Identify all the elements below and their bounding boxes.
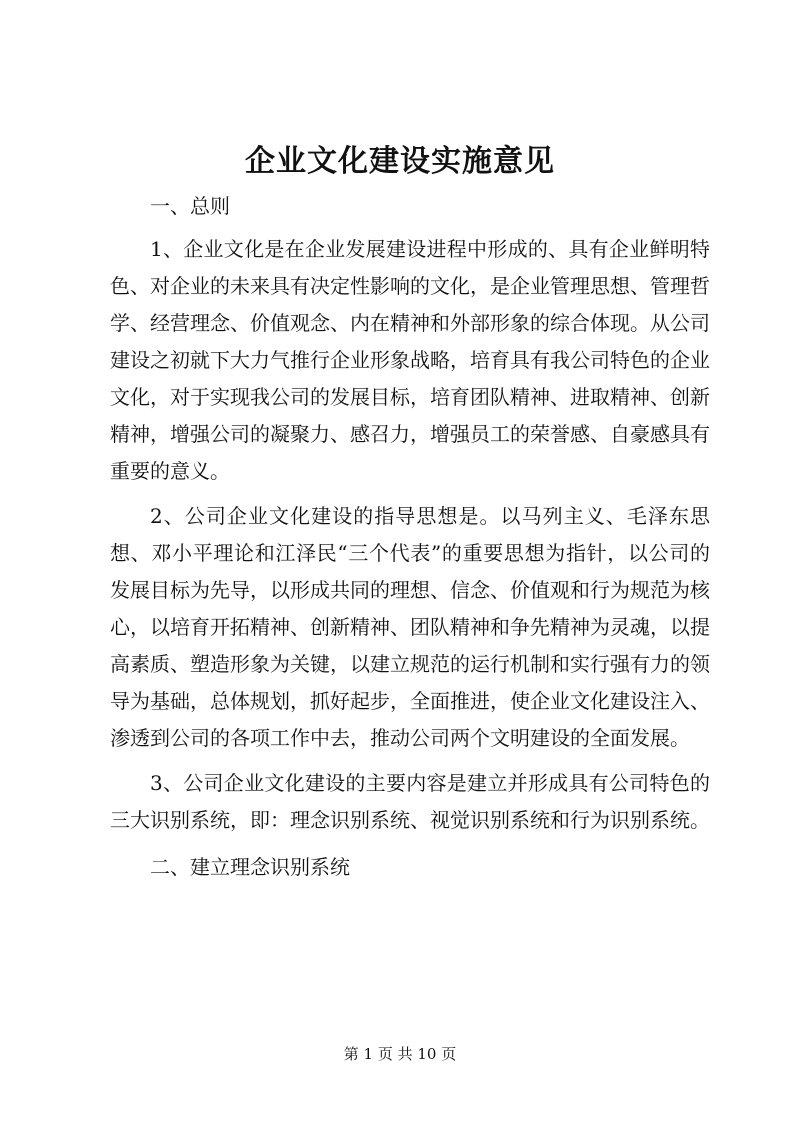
paragraph-2: 2、公司企业文化建设的指导思想是。以马列主义、毛泽东思想、邓小平理论和江泽民“三个代表”的重要思想为指针，以公司的发展目标为先导，以形成共同的理想、信念、价值观和行为规范为核心，以培育开拓精神、创新精神、团队精神和争先精神为灵魂，以提高素质、塑造形象为关键，以建立规范的运行机制和实行强有力的领导为基础，总体规划，抓好起步，全面推进，使企业文化建设注入、渗透到公司的各项工作中去，推动公司两个文明建设的全面发展。 [110, 504, 710, 750]
section-heading-concept-system: 二、建立理念识别系统 [150, 855, 350, 879]
paragraph-1: 1、企业文化是在企业发展建设进程中形成的、具有企业鲜明特色、对企业的未来具有决定性影响的文化，是企业管理思想、管理哲学、经营理念、价值观念、内在精神和外部形象的综合体现。从公司建设之初就下大力气推行企业形象战略，培育具有我公司特色的企业文化，对于实现我公司的发展目标，培育团队精神、进取精神、创新精神，增强公司的凝聚力、感召力，增强员工的荣誉感、自豪感具有重要的意义。 [110, 237, 710, 483]
paragraph-3: 3、公司企业文化建设的主要内容是建立并形成具有公司特色的三大识别系统，即：理念识别系统、视觉识别系统和行为识别系统。 [110, 771, 710, 832]
document-title: 企业文化建设实施意见 [245, 144, 555, 179]
section-heading-general: 一、总则 [150, 194, 230, 218]
page-number-footer: 第 1 页 共 10 页 [343, 1045, 457, 1063]
document-body [110, 188, 710, 886]
